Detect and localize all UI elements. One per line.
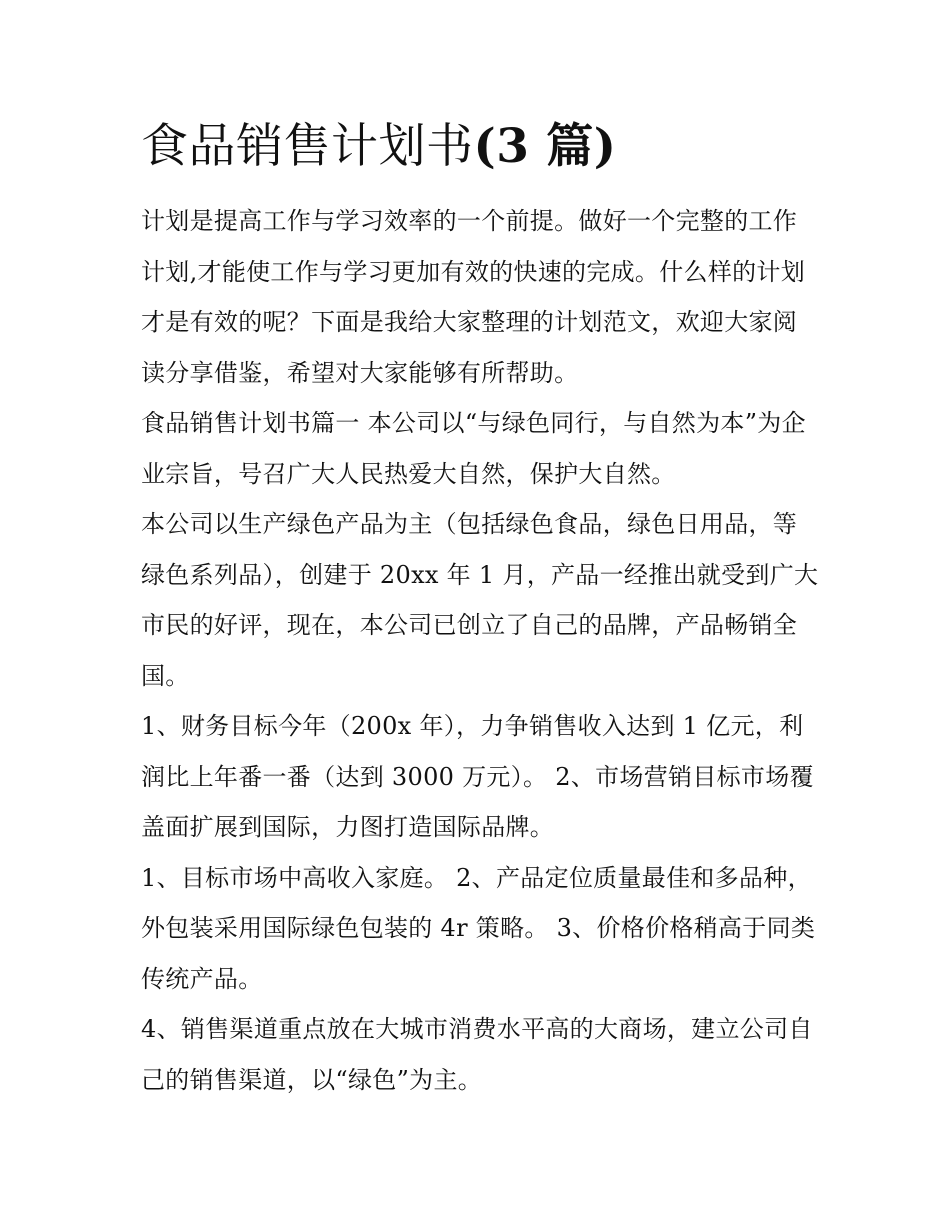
target-market-paragraph: 1、目标市场中高收入家庭。 2、产品定位质量最佳和多品种，外包装采用国际绿色包装的 4r 策略。 3、价格价格稍高于同类传统产品。 — [141, 863, 816, 993]
title-count: (3 篇) — [473, 119, 617, 174]
financial-goals-paragraph: 1、财务目标今年（200x 年），力争销售收入达到 1 亿元，利润比上年番一番（达到 3000 万元）。 2、市场营销目标市场覆盖面扩展到国际，力图打造国际品牌。 — [141, 712, 814, 841]
company-profile-paragraph: 本公司以生产绿色产品为主（包括绿色食品，绿色日用品，等绿色系列品），创建于 20xx 年 1 月，产品一经推出就受到广大市民的好评，现在，本公司已创立了自己的品牌，产品畅销全国。 — [141, 510, 819, 690]
sales-channel-paragraph: 4、销售渠道重点放在大城市消费水平高的大商场，建立公司自己的销售渠道，以“绿色”为主。 — [141, 1015, 813, 1094]
intro-paragraph: 计划是提高工作与学习效率的一个前提。做好一个完整的工作计划,才能使工作与学习更加有效的快速的完成。什么样的计划才是有效的呢？下面是我给大家整理的计划范文，欢迎大家阅读分享借鉴，希望对大家能够有所帮助。 — [141, 207, 806, 387]
document-page — [141, 112, 821, 1105]
title-text: 食品销售计划书 — [141, 119, 474, 174]
section-one-intro-paragraph: 食品销售计划书篇一 本公司以“与绿色同行，与自然为本”为企业宗旨，号召广大人民热爱大自然，保护大自然。 — [141, 409, 806, 488]
document-title — [141, 112, 821, 182]
